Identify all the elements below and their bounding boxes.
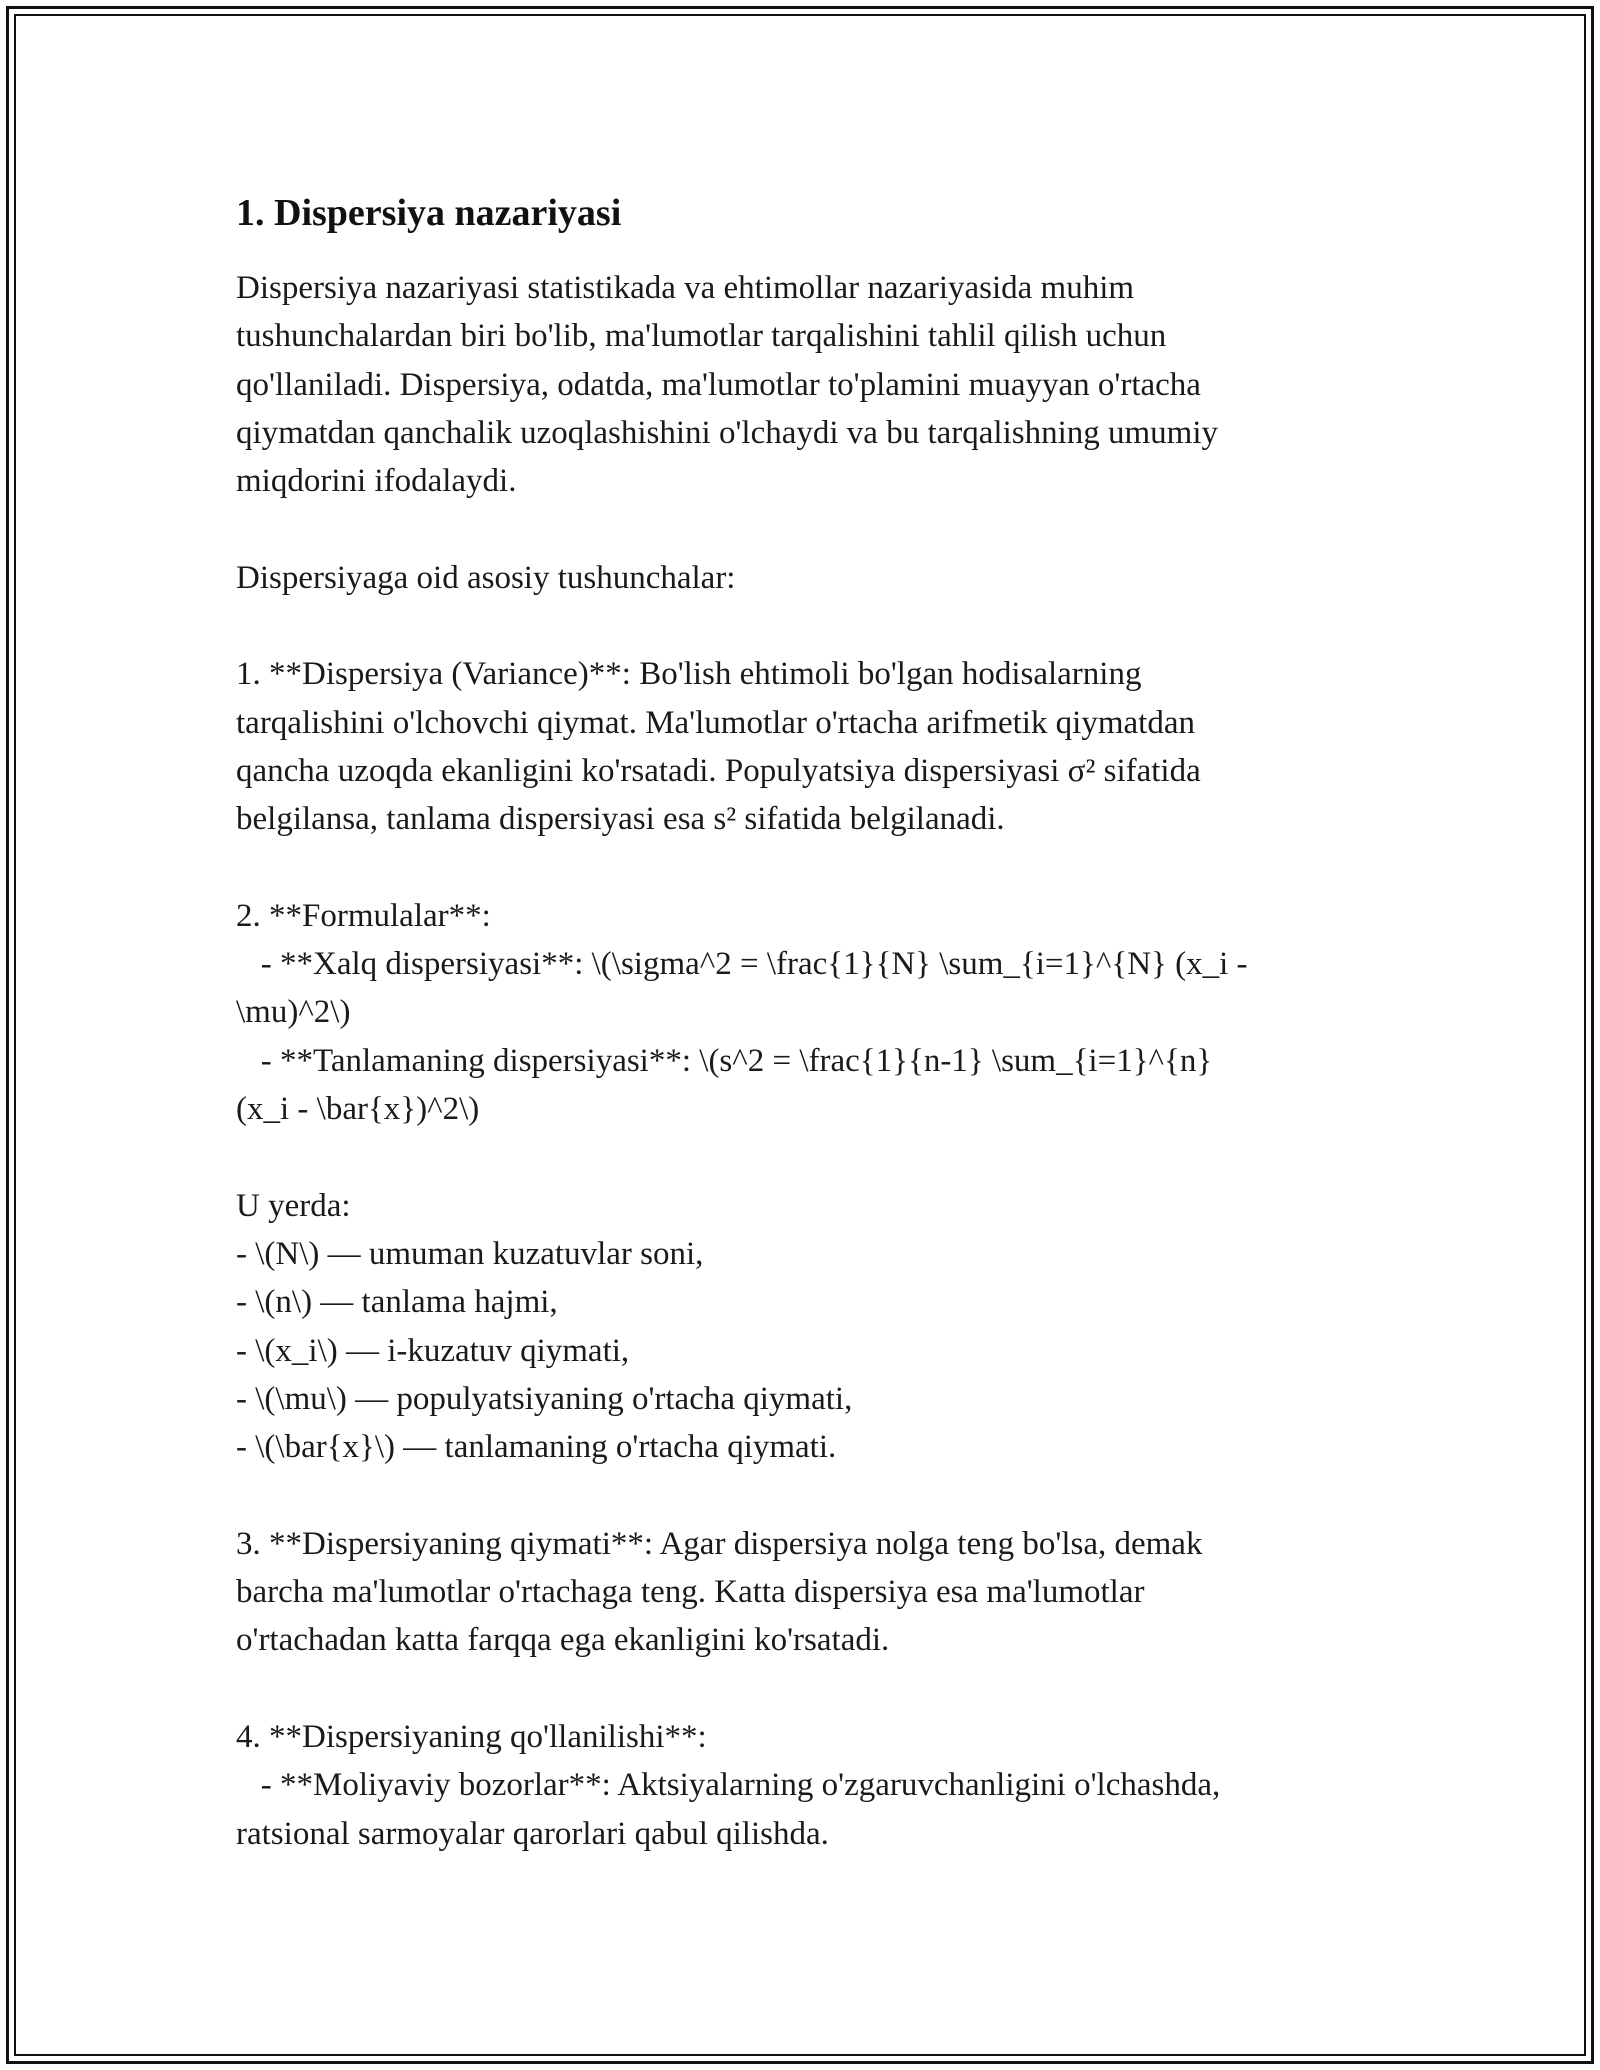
- item-formulas: [236, 892, 1396, 1182]
- text-line: qiymatdan qanchalik uzoqlashishini o'lchaydi va bu tarqalishning umumiy: [236, 414, 1219, 451]
- list-item: - \(\mu\) — populyatsiyaning o'rtacha qiymati,: [236, 1380, 853, 1417]
- formula-line: (x_i - \bar{x})^2\): [236, 1091, 480, 1128]
- text-line: miqdorini ifodalaydi.: [236, 463, 517, 500]
- formula-line: - **Xalq dispersiyasi**: \(\sigma^2 = \frac{1}{N} \sum_{i=1}^{N} (x_i -: [236, 946, 1248, 983]
- text-line: 2. **Formulalar**:: [236, 897, 491, 934]
- intro-paragraph: [236, 264, 1396, 650]
- text-line: 3. **Dispersiyaning qiymati**: Agar dispersiya nolga teng bo'lsa, demak: [236, 1525, 1203, 1562]
- section-title: 1. Dispersiya nazariyasi: [236, 192, 622, 234]
- text-line: ratsional sarmoyalar qarorlari qabul qilishda.: [236, 1815, 829, 1852]
- formula-line: \mu)^2\): [236, 994, 351, 1031]
- where-heading: U yerda:: [236, 1187, 351, 1224]
- list-item: - \(N\) — umuman kuzatuvlar soni,: [236, 1235, 704, 1272]
- text-line: tushunchalardan biri bo'lib, ma'lumotlar tarqalishini tahlil qilish uchun: [236, 318, 1167, 355]
- item-applications: [236, 1713, 1396, 1858]
- text-line: o'rtachadan katta farqqa ega ekanligini ko'rsatadi.: [236, 1622, 890, 1659]
- formula-line: - **Tanlamaning dispersiyasi**: \(s^2 = \frac{1}{n-1} \sum_{i=1}^{n}: [236, 1042, 1213, 1079]
- text-line: belgilansa, tanlama dispersiyasi esa s² sifatida belgilanadi.: [236, 801, 1005, 838]
- list-item: - \(n\) — tanlama hajmi,: [236, 1284, 558, 1321]
- list-item: - \(\bar{x}\) — tanlamaning o'rtacha qiymati.: [236, 1429, 837, 1466]
- text-line: qancha uzoqda ekanligini ko'rsatadi. Populyatsiya dispersiyasi σ² sifatida: [236, 752, 1201, 789]
- where-list: [236, 1182, 1396, 1520]
- text-line: Dispersiya nazariyasi statistikada va ehtimollar nazariyasida muhim: [236, 270, 1135, 306]
- text-line: qo'llaniladi. Dispersiya, odatda, ma'lumotlar to'plamini muayyan o'rtacha: [236, 366, 1201, 403]
- text-line: 4. **Dispersiyaning qo'llanilishi**:: [236, 1718, 707, 1755]
- text-line: 1. **Dispersiya (Variance)**: Bo'lish ehtimoli bo'lgan hodisalarning: [236, 656, 1142, 693]
- list-item: - \(x_i\) — i-kuzatuv qiymati,: [236, 1332, 630, 1369]
- text-line: tarqalishini o'lchovchi qiymat. Ma'lumotlar o'rtacha arifmetik qiymatdan: [236, 704, 1195, 741]
- text-line: - **Moliyaviy bozorlar**: Aktsiyalarning o'zgaruvchanligini o'lchashda,: [236, 1767, 1221, 1804]
- concepts-heading: Dispersiyaga oid asosiy tushunchalar:: [236, 559, 736, 596]
- item-variance-value: [236, 1520, 1396, 1713]
- item-variance: [236, 650, 1396, 891]
- document-body: [236, 186, 1396, 1858]
- text-line: barcha ma'lumotlar o'rtachaga teng. Katta dispersiya esa ma'lumotlar: [236, 1574, 1145, 1611]
